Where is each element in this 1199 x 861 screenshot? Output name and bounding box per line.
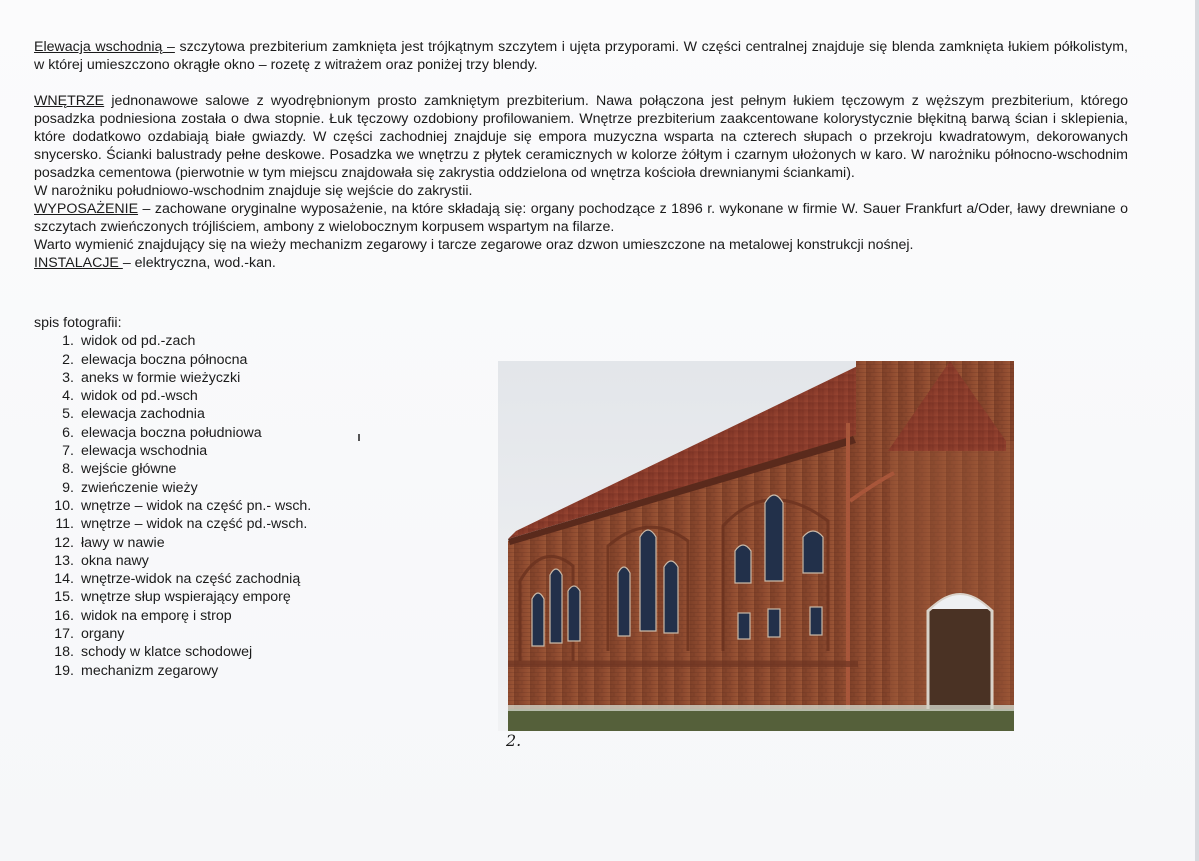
item-label: elewacja boczna południowa	[81, 424, 262, 441]
list-item	[34, 479, 434, 497]
heading-furnishings: WYPOSAŻENIE	[34, 201, 139, 217]
paragraph-interior	[34, 92, 1128, 182]
list-item	[34, 643, 434, 661]
heading-east-elevation: Elewacja wschodnią –	[34, 39, 175, 55]
item-label: schody w klatce schodowej	[81, 644, 253, 661]
list-item	[34, 534, 434, 552]
furnishings-text: – zachowane oryginalne wyposażenie, na które składają się: organy pochodzące z 1896 r. wykonane w firmie W. Sauer Frankfurt a/Oder, ławy drewniane o szczytach zwieńczonych trójliściem, ambony z wielobocznym korpusem wspartym na filarze.	[34, 201, 1128, 235]
paragraph-clock: Warto wymienić znajdujący się na wieży mechanizm zegarowy i tarcze zegarowe oraz dzwon umieszczone na metalowej konstrukcji nośnej.	[34, 237, 914, 253]
item-number: 3.	[62, 369, 74, 386]
item-label: wejście główne	[81, 461, 177, 478]
list-item	[34, 369, 434, 387]
list-item	[34, 570, 434, 588]
item-number: 9.	[62, 479, 74, 496]
photo-list-title: spis fotografii:	[34, 315, 122, 331]
list-item	[34, 625, 434, 643]
item-number: 17.	[54, 626, 74, 643]
item-number: 6.	[62, 424, 74, 441]
item-number: 18.	[54, 644, 74, 661]
item-label: elewacja boczna północna	[81, 351, 248, 368]
paragraph-east-elevation	[34, 38, 1128, 74]
item-number: 14.	[54, 571, 74, 588]
path	[508, 705, 1014, 711]
paragraph-sacristy: W narożniku południowo-wschodnim znajduje się wejście do zakrystii.	[34, 183, 473, 199]
item-number: 8.	[62, 461, 74, 478]
list-item	[34, 588, 434, 606]
item-label: organy	[81, 626, 125, 643]
item-number: 10.	[54, 497, 74, 514]
list-item	[34, 460, 434, 478]
list-item	[34, 607, 434, 625]
item-number: 11.	[55, 516, 74, 533]
item-label: elewacja zachodnia	[81, 406, 205, 423]
list-item	[34, 662, 434, 680]
item-label: widok od pd.-zach	[81, 333, 196, 350]
scan-edge	[1195, 0, 1199, 861]
item-label: elewacja wschodnia	[81, 443, 208, 460]
item-number: 4.	[62, 388, 74, 405]
item-number: 19.	[54, 662, 74, 679]
item-number: 15.	[54, 589, 74, 606]
item-number: 13.	[54, 552, 74, 569]
east-elevation-text: szczytowa prezbiterium zamknięta jest trójkątnym szczytem i ujęta przyporami. W części centralnej znajduje się blenda zamknięta łukiem półkolistym, w której umieszczono okrągłe okno – rozetę z witrażem oraz poniżej trzy blendy.	[34, 39, 1129, 73]
photo-list	[34, 314, 434, 680]
photo-caption: 2.	[506, 731, 522, 750]
list-item	[34, 497, 434, 515]
item-label: okna nawy	[81, 552, 149, 569]
list-item	[34, 387, 434, 405]
item-label: aneks w formie wieżyczki	[81, 369, 241, 386]
heading-interior: WNĘTRZE	[34, 93, 105, 109]
item-label: wnętrze-widok na część zachodnią	[81, 571, 301, 588]
item-number: 2.	[62, 351, 74, 368]
list-item	[34, 442, 434, 460]
item-label: zwieńczenie wieży	[81, 479, 198, 496]
heading-installations: INSTALACJE	[34, 255, 123, 271]
church-north-elevation-image	[498, 361, 1014, 731]
list-item	[34, 515, 434, 533]
item-number: 12.	[54, 534, 74, 551]
entrance-door	[928, 596, 992, 716]
ground	[508, 709, 1014, 731]
description-text	[34, 38, 1128, 272]
item-number: 1.	[62, 333, 74, 350]
item-label: mechanizm zegarowy	[81, 662, 219, 679]
photo-list-items	[34, 332, 434, 680]
list-item	[34, 424, 434, 442]
item-label: widok od pd.-wsch	[81, 388, 198, 405]
church-photo	[498, 361, 1014, 731]
item-label: wnętrze – widok na część pn.- wsch.	[81, 497, 312, 514]
paragraph-installations	[34, 254, 1128, 272]
scan-speck	[358, 434, 360, 441]
item-label: widok na emporę i strop	[81, 607, 232, 624]
item-label: wnętrze – widok na część pd.-wsch.	[81, 516, 308, 533]
item-label: ławy w nawie	[81, 534, 165, 551]
item-number: 7.	[62, 443, 74, 460]
paragraph-furnishings	[34, 200, 1128, 236]
item-number: 5.	[62, 406, 74, 423]
downpipe	[846, 423, 850, 713]
item-number: 16.	[54, 607, 74, 624]
plinth-band	[508, 661, 858, 667]
interior-text: jednonawowe salowe z wyodrębnionym prosto zamkniętym prezbiterium. Nawa połączona jest pełnym łukiem tęczowym z węższym prezbiterium, którego posadzka podniesiona została o dwa stopnie. Łuk tęczowy ozdobiony profilowaniem. Wnętrze prezbiterium zaakcentowane kolorystycznie błękitną barwą ścian i sklepienia, które dodatkowo ozdabiają białe gwiazdy. W części zachodniej znajduje się empora muzyczna wsparta na czterech słupach o przekroju kwadratowym, dekorowanych snycersko. Ścianki balustrady pełne deskowe. Posadzka we wnętrzu z płytek ceramicznych w kolorze żółtym i czarnym ułożonych w karo. W narożniku północno-wschodnim posadzka cementowa (pierwotnie w tym miejscu znajdowała się zakrystia oddzielona od wnętrza kościoła drewnianymi ściankami).	[34, 93, 1128, 181]
list-item	[34, 552, 434, 570]
item-label: wnętrze słup wspierający emporę	[81, 589, 291, 606]
installations-text: – elektryczna, wod.-kan.	[122, 255, 276, 271]
list-item	[34, 351, 434, 369]
list-item	[34, 332, 434, 350]
list-item	[34, 405, 434, 423]
